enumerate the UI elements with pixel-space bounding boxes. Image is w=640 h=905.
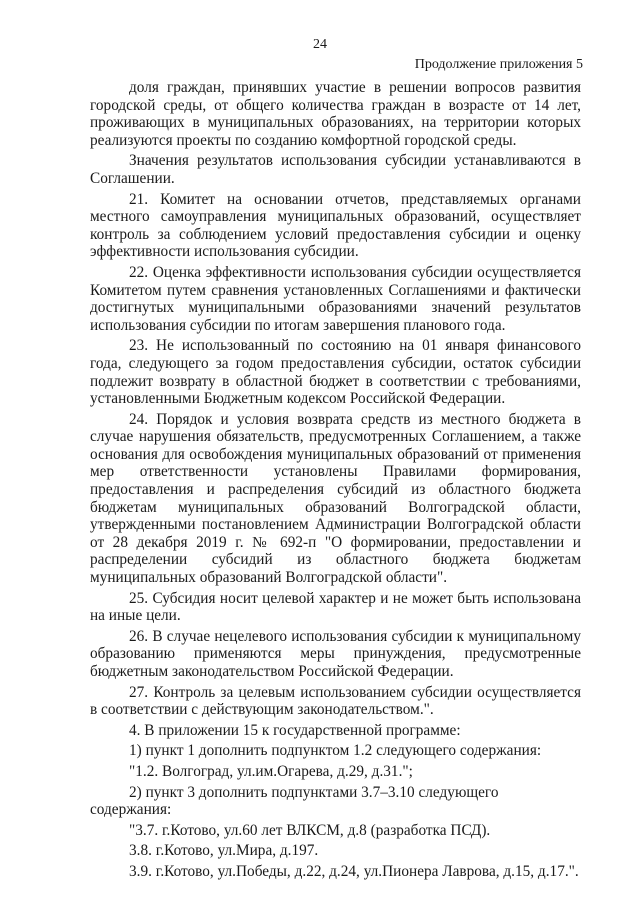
list-line-address-3-7: "3.7. г.Котово, ул.60 лет ВЛКСМ, д.8 (разработка ПСД). <box>129 821 491 839</box>
list-line-address-1-2: "1.2. Волгоград, ул.им.Огарева, д.29, д.31."; <box>129 762 413 780</box>
paragraph-24: 24. Порядок и условия возврата средств из местного бюджета в случае нарушения обязательств, предусмотренных Соглашением, а также основания для освобождения муниципальных образований от применения мер ответственности установлены Правилами формирования, предоставления и распределения субсидий из областного бюджета бюджетам муниципальных образований Волгоградской области, утвержденными постановлением Администрации Волгоградской области от 28 декабря 2019 г. № 692-п "О формировании, предоставлении и распределении субсидий из областного бюджета бюджетам муниципальных образований Волгоградской области". <box>90 410 581 587</box>
appendix-note: Продолжение приложения 5 <box>414 57 583 72</box>
page-number: 24 <box>313 37 327 52</box>
document-body <box>90 79 581 884</box>
paragraph-23: 23. Не использованный по состоянию на 01 января финансового года, следующего за годом предоставления субсидии, остаток субсидии подлежит возврату в областной бюджет в соответствии с требованиями, установленными Бюджетным кодексом Российской Федерации. <box>90 337 581 408</box>
paragraph-21: 21. Комитет на основании отчетов, представляемых органами местного самоуправления муниципальных образований, осуществляет контроль за соблюдением условий предоставления субсидии и оценку эффективности использования субсидии. <box>90 190 581 261</box>
list-line-address-3-8: 3.8. г.Котово, ул.Мира, д.197. <box>129 842 319 860</box>
paragraph-indicator-text: доля граждан, принявших участие в решении вопросов развития городской среды, от общего количества граждан в возрасте от 14 лет, проживающих в муниципальных образованиях, на территории которых реализуются проекты по созданию комфортной городской среды. <box>90 79 581 149</box>
list-line-item-1: 1) пункт 1 дополнить подпунктом 1.2 следующего содержания: <box>129 742 542 760</box>
list-line-appendix-15: 4. В приложении 15 к государственной программе: <box>129 721 461 739</box>
paragraph-26: 26. В случае нецелевого использования субсидии к муниципальному образованию применяются меры принуждения, предусмотренные бюджетным законодательством Российской Федерации. <box>90 627 581 680</box>
paragraph-25: 25. Субсидия носит целевой характер и не может быть использована на иные цели. <box>90 589 581 625</box>
paragraph-22: 22. Оценка эффективности использования субсидии осуществляется Комитетом путем сравнения установленных Соглашениями и фактически достигнутых муниципальными образованиями значений результатов использования субсидии по итогам завершения планового года. <box>90 263 581 334</box>
paragraph-results-values: Значения результатов использования субсидии устанавливаются в Соглашении. <box>90 152 581 187</box>
list-line-item-2: 2) пункт 3 дополнить подпунктами 3.7–3.10 следующего содержания: <box>90 783 499 819</box>
list-line-address-3-9: 3.9. г.Котово, ул.Победы, д.22, д.24, ул.Пионера Лаврова, д.15, д.17.". <box>129 862 579 880</box>
paragraph-27: 27. Контроль за целевым использованием субсидии осуществляется в соответствии с действующим законодательством.". <box>90 683 581 719</box>
